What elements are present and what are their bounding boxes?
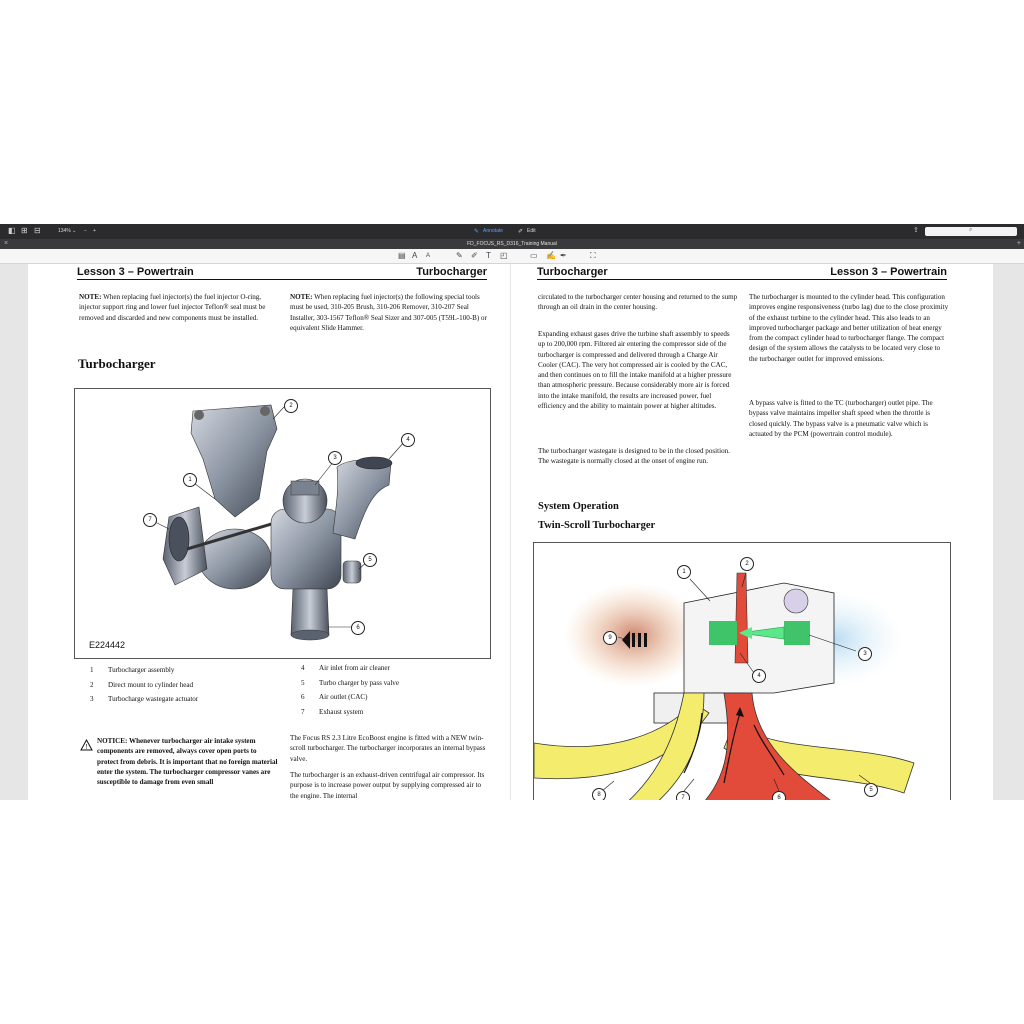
- figure-id: E224442: [89, 640, 126, 650]
- callout-6: 6: [772, 791, 786, 800]
- legend-text: Turbocharge wastegate actuator: [108, 695, 199, 703]
- legend-num: 2: [90, 681, 94, 689]
- zoom-select[interactable]: 134% ⌄: [58, 228, 77, 234]
- edit-tab[interactable]: Edit: [527, 228, 536, 234]
- tab-bar: [0, 239, 1024, 249]
- text-select-icon[interactable]: ▤: [398, 251, 406, 260]
- sidebar-toggle-icon[interactable]: ◧: [8, 226, 16, 235]
- callout-4: 4: [752, 669, 766, 683]
- pdf-viewer-window: [0, 224, 1024, 800]
- callout-5: 5: [363, 553, 377, 567]
- header-rule: [537, 279, 947, 280]
- zoom-out-button[interactable]: −: [84, 228, 87, 234]
- search-icon: ⌕: [969, 227, 973, 233]
- note-2: [290, 292, 490, 333]
- legend-num: 3: [90, 695, 94, 703]
- twin-scroll-diagram: [534, 543, 950, 800]
- legend-num: 5: [301, 679, 305, 687]
- legend-text: Air outlet (CAC): [319, 693, 368, 701]
- callout-8: 8: [592, 788, 606, 800]
- toolbar: [0, 224, 1024, 239]
- warning-icon: [80, 739, 93, 751]
- svg-text:!: !: [85, 744, 88, 751]
- callout-7: 7: [143, 513, 157, 527]
- legend-num: 6: [301, 693, 305, 701]
- col1-paragraph-1: circulated to the turbocharger center housing and returned to the sump through an oil drain in the center housing.: [538, 293, 738, 312]
- note-1-text: When replacing fuel injector(s) the fuel injector O-ring, injector support ring and lower fuel injector Teflon® seal must be removed and discarded and new components must be installed.: [79, 293, 266, 322]
- col2-paragraph-1: The turbocharger is mounted to the cylinder head. This configuration improves engine responsiveness (turbo lag) due to the close proximity of the exhaust turbine to the cylinder head. This also leads to an improved turbocharger package and better utilization of heat energy from the compact cylinder head to turbocharger flange. The compact design of the system allows the catalysts to be located very close to the turbocharger outlet for improved emissions.: [749, 293, 949, 363]
- page-right: [511, 264, 993, 800]
- text-size-small-icon[interactable]: A: [426, 253, 431, 259]
- callout-3: 3: [858, 647, 872, 661]
- edit-icon[interactable]: ✐: [518, 229, 524, 235]
- callout-9: 9: [603, 631, 617, 645]
- signature-icon[interactable]: ✍: [546, 251, 556, 260]
- highlighter-icon[interactable]: ✐: [471, 251, 478, 260]
- col2-paragraph-2: A bypass valve is fitted to the TC (turbocharger) outlet pipe. The bypass valve maintains impeller shaft speed when the throttle is closed quickly. The bypass valve is a pneumatic valve which is actuated by the PCM (powertrain control module).: [749, 399, 933, 438]
- note-1-label: NOTE:: [79, 293, 102, 301]
- legend-text: Air inlet from air cleaner: [319, 664, 390, 672]
- note-2-text: When replacing fuel injector(s) the following special tools must be used, 310-205 Brush, 310-206 Remover, 310-207 Seal Installer, 303-1567 Teflon® Seal Sizer and 307-005 (T59L-100-B) or equivalent Slide Hammer.: [290, 293, 487, 332]
- legend-num: 7: [301, 708, 305, 716]
- heading-twin-scroll: Twin-Scroll Turbocharger: [538, 520, 656, 531]
- note-icon[interactable]: ▭: [530, 251, 538, 260]
- callout-4: 4: [401, 433, 415, 447]
- header-rule: [77, 279, 487, 280]
- legend-num: 1: [90, 666, 94, 674]
- legend-num: 4: [301, 664, 305, 672]
- legend-text: Exhaust system: [319, 708, 364, 716]
- paragraph-1: The Focus RS 2.3 Litre EcoBoost engine is fitted with a NEW twin-scroll turbocharger. The turbocharger incorporates an internal bypass valve.: [290, 734, 486, 763]
- share-icon[interactable]: ⇪: [913, 227, 919, 234]
- callout-1: 1: [677, 565, 691, 579]
- turbocharger-illustration: [75, 389, 490, 658]
- shape-icon[interactable]: ◰: [500, 251, 508, 260]
- header-right: Lesson 3 – Powertrain: [830, 266, 947, 278]
- note-1: [79, 292, 279, 323]
- close-tab-icon[interactable]: ×: [4, 240, 9, 247]
- notice-text: NOTICE: Whenever turbocharger air intake system components are removed, always cover open ports to protect from debris. It is important that no foreign material enter the system. The turbocharger compressor vanes are susceptible to damage from even small: [97, 737, 278, 787]
- stamp-icon[interactable]: ✒: [560, 251, 567, 260]
- callout-2: 2: [284, 399, 298, 413]
- header-right: Turbocharger: [416, 266, 487, 278]
- header-left: Lesson 3 – Powertrain: [77, 266, 194, 278]
- callout-6: 6: [351, 621, 365, 635]
- callout-7: 7: [676, 791, 690, 800]
- callout-1: 1: [183, 473, 197, 487]
- legend-text: Direct mount to cylinder head: [108, 681, 194, 689]
- annotation-toolbar: [0, 249, 1024, 264]
- legend-text: Turbocharger assembly: [108, 666, 175, 674]
- zoom-in-button[interactable]: +: [93, 228, 96, 234]
- document-title: FD_FOCUS_RS_D316_Training Manual: [467, 241, 557, 247]
- legend-text: Turbo charger by pass valve: [319, 679, 399, 687]
- turbocharger-figure: [74, 388, 491, 659]
- callout-3: 3: [328, 451, 342, 465]
- crop-icon[interactable]: ⛶: [590, 251, 596, 260]
- callout-2: 2: [740, 557, 754, 571]
- annotate-tab[interactable]: Annotate: [483, 228, 504, 234]
- thumbnail-view-icon[interactable]: ⊞: [21, 226, 28, 235]
- heading-system-operation: System Operation: [538, 501, 619, 512]
- header-left: Turbocharger: [537, 266, 608, 278]
- text-box-icon[interactable]: T: [486, 251, 491, 260]
- new-tab-icon[interactable]: +: [1016, 240, 1021, 247]
- text-size-icon[interactable]: A: [412, 251, 418, 260]
- note-2-label: NOTE:: [290, 293, 313, 301]
- section-title: Turbocharger: [78, 356, 156, 371]
- two-page-view-icon[interactable]: ⊟: [34, 226, 41, 235]
- page-left: [28, 264, 510, 800]
- paragraph-2: The turbocharger is an exhaust-driven centrifugal air compressor. Its purpose is to increase power output by supplying compressed air to the engine. The internal: [290, 771, 485, 800]
- col1-paragraph-3: The turbocharger wastegate is designed to be in the closed position. The wastegate is normally closed at the onset of engine run.: [538, 447, 730, 466]
- pen-icon[interactable]: ✎: [456, 251, 463, 260]
- twin-scroll-figure: [533, 542, 951, 800]
- search-input[interactable]: [925, 227, 1017, 236]
- col1-paragraph-2: Expanding exhaust gases drive the turbine shaft assembly to speeds up to 200,000 rpm. Filtered air entering the compressor side of the turbocharger is compressed and delivered through a Charge Air Cooler (CAC). The very hot compressed air is cooled by the CAC, and then continues on to fill the intake manifold at a higher pressure than atmospheric pressure. Because considerably more air is forced into the intake manifold, the results are increased power, fuel efficiency and the ability to maintain power at higher altitudes.: [538, 330, 732, 411]
- callout-5: 5: [864, 783, 878, 797]
- annotate-icon[interactable]: ✎: [474, 229, 480, 235]
